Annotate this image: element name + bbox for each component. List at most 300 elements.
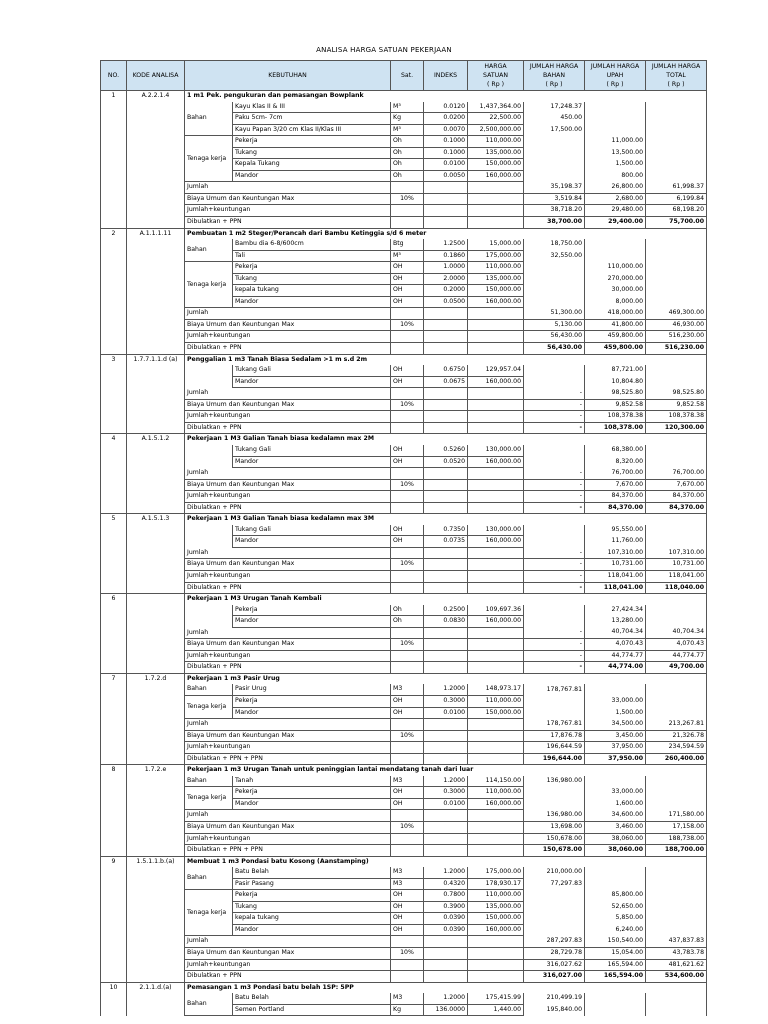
component-name: Tali (233, 250, 391, 262)
material-total: 28,729.78 (524, 948, 585, 960)
category-label: Tenaga kerja (185, 136, 233, 182)
summary-pct: 10% (391, 319, 424, 331)
item-title-row (101, 434, 707, 445)
no-cell (101, 924, 127, 936)
summary-label: Jumlah+keuntungan (185, 411, 391, 423)
item-title-row (101, 228, 707, 239)
total-cost (646, 376, 707, 388)
material-total: - (524, 502, 585, 514)
labor-total: 37,950.00 (585, 753, 646, 765)
material-cost (524, 536, 585, 548)
item-no: 10 (101, 982, 127, 993)
no-cell (101, 285, 127, 297)
kode-cell (127, 650, 185, 662)
summary-row (101, 662, 707, 674)
summary-label: Jumlah+keuntungan (185, 959, 391, 971)
labor-total: 84,370.00 (585, 502, 646, 514)
unit: OH (391, 798, 424, 810)
unit-price: 129,957.04 (468, 365, 524, 376)
summary-label: Dibulatkan + PPN (185, 502, 391, 514)
labor-total: 34,600.00 (585, 810, 646, 822)
labor-total: 10,731.00 (585, 559, 646, 571)
unit-price (468, 639, 524, 651)
grand-total: 17,158.00 (646, 822, 707, 834)
unit-price: 15,000.00 (468, 239, 524, 250)
summary-pct (391, 343, 424, 355)
material-total: 178,767.81 (524, 719, 585, 731)
grand-total: 171,580.00 (646, 810, 707, 822)
index: 1.2500 (424, 239, 468, 250)
grand-total: 188,738.00 (646, 833, 707, 845)
unit: Kg (391, 113, 424, 125)
total-cost (646, 273, 707, 285)
unit-price (468, 845, 524, 857)
kode-cell (127, 639, 185, 651)
item-title: Pekerjaan 1 m3 Pasir Urug (185, 673, 707, 684)
summary-label: Jumlah (185, 810, 391, 822)
unit-price: 160,000.00 (468, 170, 524, 182)
material-cost: 17,500.00 (524, 124, 585, 136)
no-cell (101, 136, 127, 148)
unit: OH (391, 456, 424, 468)
item-no: 2 (101, 228, 127, 239)
header-indeks: INDEKS (424, 61, 468, 91)
summary-label: Jumlah+keuntungan (185, 650, 391, 662)
category-label: Tenaga kerja (185, 262, 233, 308)
kode-cell (127, 570, 185, 582)
grand-total: 75,700.00 (646, 217, 707, 229)
no-cell (101, 1004, 127, 1016)
summary-row (101, 193, 707, 205)
no-cell (101, 399, 127, 411)
no-cell (101, 753, 127, 765)
kode-cell (127, 113, 185, 125)
kode-cell (127, 605, 185, 616)
unit-price (468, 205, 524, 217)
kode-cell (127, 719, 185, 731)
summary-pct (391, 182, 424, 194)
labor-cost (585, 250, 646, 262)
kode-cell (127, 250, 185, 262)
index (424, 936, 468, 948)
component-name: Pekerja (233, 695, 391, 707)
unit-price: 110,000.00 (468, 787, 524, 799)
labor-cost: 270,000.00 (585, 273, 646, 285)
unit: Oh (391, 170, 424, 182)
unit-price: 160,000.00 (468, 456, 524, 468)
kode-cell (127, 308, 185, 320)
unit-price (468, 753, 524, 765)
labor-cost (585, 239, 646, 250)
grand-total: 9,852.58 (646, 399, 707, 411)
summary-pct (391, 331, 424, 343)
unit-price (468, 193, 524, 205)
material-cost (524, 376, 585, 388)
no-cell (101, 388, 127, 400)
summary-row (101, 308, 707, 320)
kode-cell (127, 753, 185, 765)
material-total: 316,027.00 (524, 971, 585, 983)
index (424, 422, 468, 434)
kode-cell (127, 285, 185, 297)
category-label: Tenaga kerja (185, 695, 233, 718)
unit-price: 160,000.00 (468, 616, 524, 628)
no-cell (101, 959, 127, 971)
summary-label: Biaya Umum dan Keuntungan Max (185, 948, 391, 960)
header-harga-line: SATUAN (483, 72, 508, 79)
total-cost (646, 456, 707, 468)
index: 0.5260 (424, 445, 468, 456)
item-no: 9 (101, 856, 127, 867)
summary-pct: 10% (391, 399, 424, 411)
component-name: Pekerja (233, 262, 391, 274)
summary-label: Biaya Umum dan Keuntungan Max (185, 639, 391, 651)
summary-row (101, 479, 707, 491)
summary-label: Jumlah+keuntungan (185, 570, 391, 582)
index: 0.0100 (424, 707, 468, 719)
summary-label: Jumlah (185, 388, 391, 400)
unit: OH (391, 695, 424, 707)
item-title-row (101, 514, 707, 525)
summary-row (101, 639, 707, 651)
total-cost (646, 536, 707, 548)
material-total: 196,644.59 (524, 742, 585, 754)
component-name: Pekerja (233, 787, 391, 799)
index: 1.2000 (424, 684, 468, 695)
kode-cell (127, 239, 185, 250)
unit-price: 1,437,364.00 (468, 102, 524, 113)
summary-pct (391, 205, 424, 217)
summary-pct: 10% (391, 639, 424, 651)
unit: Oh (391, 605, 424, 616)
item-title: Penggalian 1 m3 Tanah Biasa Sedalam >1 m s.d 2m (185, 354, 707, 365)
unit-price (468, 388, 524, 400)
item-title-row (101, 982, 707, 993)
unit: Kg (391, 1004, 424, 1016)
summary-row (101, 822, 707, 834)
summary-label: Dibulatkan + PPN (185, 662, 391, 674)
component-name: Tukang Gali (233, 365, 391, 376)
component-name: Paku 5cm- 7cm (233, 113, 391, 125)
component-name: kepala tukang (233, 285, 391, 297)
no-cell (101, 536, 127, 548)
no-cell (101, 582, 127, 594)
labor-total: 98,525.80 (585, 388, 646, 400)
index (424, 399, 468, 411)
grand-total: 49,700.00 (646, 662, 707, 674)
category-label (185, 365, 233, 388)
unit: M3 (391, 993, 424, 1004)
summary-pct (391, 570, 424, 582)
index: 0.4320 (424, 878, 468, 890)
material-cost (524, 273, 585, 285)
no-cell (101, 662, 127, 674)
header-bahan-line: BAHAN (543, 72, 566, 79)
material-total: - (524, 547, 585, 559)
labor-total: 26,800.00 (585, 182, 646, 194)
summary-label: Biaya Umum dan Keuntungan Max (185, 193, 391, 205)
no-cell (101, 525, 127, 536)
table-row (101, 787, 707, 799)
kode-cell (127, 331, 185, 343)
material-total: 316,027.62 (524, 959, 585, 971)
unit-price (468, 730, 524, 742)
labor-cost (585, 878, 646, 890)
labor-cost: 11,000.00 (585, 136, 646, 148)
summary-row (101, 319, 707, 331)
index: 0.7350 (424, 525, 468, 536)
material-total: - (524, 570, 585, 582)
table-row (101, 695, 707, 707)
unit-price (468, 959, 524, 971)
summary-pct (391, 411, 424, 423)
total-cost (646, 124, 707, 136)
no-cell (101, 810, 127, 822)
component-name: Tukang Gali (233, 445, 391, 456)
total-cost (646, 787, 707, 799)
unit: OH (391, 376, 424, 388)
item-no: 1 (101, 91, 127, 102)
summary-row (101, 627, 707, 639)
labor-cost: 8,320.00 (585, 456, 646, 468)
no-cell (101, 365, 127, 376)
no-cell (101, 742, 127, 754)
item-title: Membuat 1 m3 Pondasi batu Kosong (Aanstamping) (185, 856, 707, 867)
grand-total: 188,700.00 (646, 845, 707, 857)
summary-row (101, 959, 707, 971)
kode-cell (127, 993, 185, 1004)
material-total: 196,644.00 (524, 753, 585, 765)
no-cell (101, 262, 127, 274)
grand-total: 68,198.20 (646, 205, 707, 217)
material-total: - (524, 559, 585, 571)
labor-total: 150,540.00 (585, 936, 646, 948)
summary-pct: 10% (391, 822, 424, 834)
no-cell (101, 787, 127, 799)
summary-label: Dibulatkan + PPN (185, 343, 391, 355)
table-body (101, 91, 707, 1016)
table-row (101, 776, 707, 787)
total-cost (646, 296, 707, 308)
index (424, 411, 468, 423)
analysis-table (100, 60, 707, 1016)
kode-cell (127, 170, 185, 182)
total-cost (646, 867, 707, 878)
summary-row (101, 559, 707, 571)
header-no: NO. (101, 61, 127, 91)
header-total (646, 61, 707, 91)
header-total-line: JUMLAH HARGA (651, 63, 701, 70)
unit-price (468, 547, 524, 559)
labor-total: 418,000.00 (585, 308, 646, 320)
labor-total: 3,460.00 (585, 822, 646, 834)
header-upah (585, 61, 646, 91)
material-cost (524, 147, 585, 159)
unit-price: 150,000.00 (468, 707, 524, 719)
header-upah-line: JUMLAH HARGA (590, 63, 640, 70)
grand-total: 118,041.00 (646, 570, 707, 582)
unit: OH (391, 365, 424, 376)
material-total: 51,300.00 (524, 308, 585, 320)
no-cell (101, 491, 127, 503)
unit: M3 (391, 878, 424, 890)
labor-total: 41,800.00 (585, 319, 646, 331)
summary-row (101, 491, 707, 503)
unit-price (468, 810, 524, 822)
header-bahan (524, 61, 585, 91)
total-cost (646, 924, 707, 936)
index: 0.1000 (424, 147, 468, 159)
no-cell (101, 822, 127, 834)
component-name: Pekerja (233, 136, 391, 148)
kode-cell (127, 525, 185, 536)
summary-label: Jumlah (185, 936, 391, 948)
no-cell (101, 445, 127, 456)
grand-total: 260,400.00 (646, 753, 707, 765)
total-cost (646, 262, 707, 274)
no-cell (101, 182, 127, 194)
material-total: - (524, 479, 585, 491)
item-title: Pemasangan 1 m3 Pondasi batu belah 1SP: 5PP (185, 982, 707, 993)
summary-pct (391, 308, 424, 320)
index (424, 719, 468, 731)
kode-cell (127, 890, 185, 902)
material-total: 38,700.00 (524, 217, 585, 229)
no-cell (101, 376, 127, 388)
kode-cell (127, 742, 185, 754)
item-title-row (101, 673, 707, 684)
unit-price (468, 422, 524, 434)
material-total: 13,698.00 (524, 822, 585, 834)
unit: Btg (391, 239, 424, 250)
summary-label: Biaya Umum dan Keuntungan Max (185, 730, 391, 742)
kode-cell (127, 707, 185, 719)
unit-price: 150,000.00 (468, 159, 524, 171)
index (424, 205, 468, 217)
labor-cost: 30,000.00 (585, 285, 646, 297)
summary-pct (391, 971, 424, 983)
index (424, 559, 468, 571)
no-cell (101, 867, 127, 878)
item-kode: 2.1.1.d.(a) (127, 982, 185, 993)
index: 0.1000 (424, 136, 468, 148)
labor-cost: 1,600.00 (585, 798, 646, 810)
category-label: Bahan (185, 776, 233, 787)
kode-cell (127, 273, 185, 285)
grand-total: 534,600.00 (646, 971, 707, 983)
summary-pct (391, 627, 424, 639)
no-cell (101, 616, 127, 628)
no-cell (101, 971, 127, 983)
item-no: 8 (101, 765, 127, 776)
table-row (101, 102, 707, 113)
index (424, 810, 468, 822)
labor-cost: 87,721.00 (585, 365, 646, 376)
header-kode: KODE ANALISA (127, 61, 185, 91)
labor-cost: 85,800.00 (585, 890, 646, 902)
summary-label: Biaya Umum dan Keuntungan Max (185, 399, 391, 411)
grand-total: 120,300.00 (646, 422, 707, 434)
unit: M³ (391, 124, 424, 136)
kode-cell (127, 147, 185, 159)
unit: OH (391, 787, 424, 799)
material-cost: 18,750.00 (524, 239, 585, 250)
index (424, 650, 468, 662)
unit-price: 175,000.00 (468, 867, 524, 878)
labor-total: 37,950.00 (585, 742, 646, 754)
total-cost (646, 684, 707, 695)
no-cell (101, 319, 127, 331)
grand-total: 46,930.00 (646, 319, 707, 331)
summary-row (101, 948, 707, 960)
material-cost: 32,550.00 (524, 250, 585, 262)
material-cost (524, 913, 585, 925)
kode-cell (127, 730, 185, 742)
table-row (101, 262, 707, 274)
labor-cost (585, 993, 646, 1004)
labor-total: 107,310.00 (585, 547, 646, 559)
unit-price: 135,000.00 (468, 901, 524, 913)
no-cell (101, 684, 127, 695)
item-kode: A.1.5.1.2 (127, 434, 185, 445)
kode-cell (127, 136, 185, 148)
unit-price: 160,000.00 (468, 924, 524, 936)
index (424, 491, 468, 503)
category-label (185, 605, 233, 628)
header-upah-line: UPAH (606, 72, 624, 79)
labor-cost: 8,000.00 (585, 296, 646, 308)
index: 0.3000 (424, 695, 468, 707)
summary-pct (391, 217, 424, 229)
summary-pct (391, 422, 424, 434)
summary-row (101, 650, 707, 662)
summary-row (101, 388, 707, 400)
no-cell (101, 193, 127, 205)
table-row (101, 993, 707, 1004)
index: 0.0120 (424, 102, 468, 113)
index (424, 331, 468, 343)
summary-pct (391, 547, 424, 559)
summary-row (101, 182, 707, 194)
item-no: 6 (101, 594, 127, 605)
kode-cell (127, 662, 185, 674)
category-label (185, 525, 233, 548)
unit-price: 135,000.00 (468, 273, 524, 285)
index (424, 193, 468, 205)
summary-pct: 10% (391, 948, 424, 960)
unit-price: 130,000.00 (468, 525, 524, 536)
unit-price: 150,000.00 (468, 285, 524, 297)
material-cost: 178,767.81 (524, 684, 585, 695)
summary-label: Jumlah+keuntungan (185, 205, 391, 217)
labor-cost: 13,280.00 (585, 616, 646, 628)
index (424, 570, 468, 582)
item-kode (127, 594, 185, 605)
unit-price: 2,500,000.00 (468, 124, 524, 136)
summary-row (101, 547, 707, 559)
index (424, 730, 468, 742)
unit: OH (391, 525, 424, 536)
no-cell (101, 250, 127, 262)
labor-total: 44,774.77 (585, 650, 646, 662)
summary-row (101, 205, 707, 217)
summary-row (101, 468, 707, 480)
kode-cell (127, 376, 185, 388)
material-cost (524, 787, 585, 799)
labor-cost (585, 1004, 646, 1016)
labor-cost: 95,550.00 (585, 525, 646, 536)
component-name: Batu Belah (233, 993, 391, 1004)
